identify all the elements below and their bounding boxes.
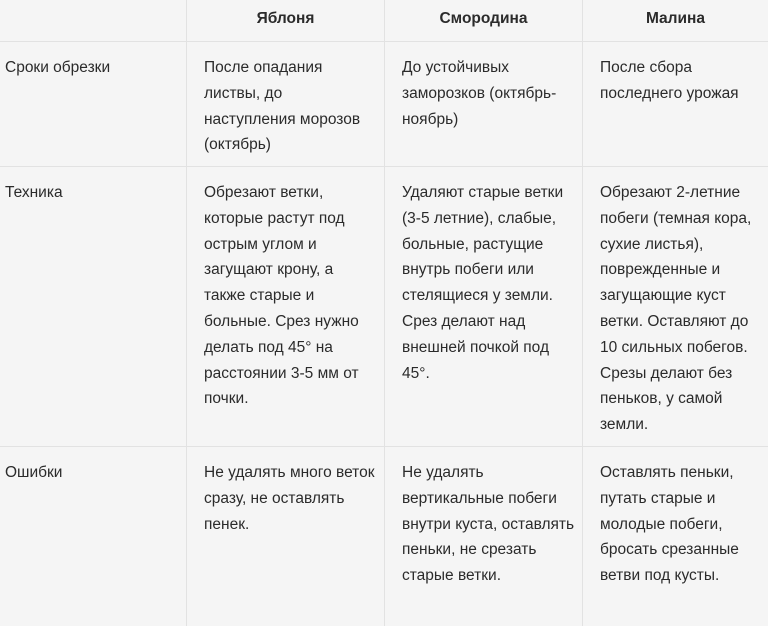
header-cell-empty — [0, 0, 186, 41]
row-label-technique — [0, 167, 186, 446]
table-cell — [384, 42, 582, 166]
table-cell — [186, 167, 384, 446]
row-label-text: Техника — [5, 184, 63, 201]
table-header-row — [0, 0, 768, 42]
table-cell — [582, 42, 768, 166]
header-cell-raspberry: Малина — [582, 0, 768, 41]
row-label-text: Сроки обрезки — [5, 59, 111, 76]
header-cell-apple: Яблоня — [186, 0, 384, 41]
table-cell — [582, 167, 768, 446]
table-cell — [384, 447, 582, 626]
table-cell — [384, 167, 582, 446]
row-label-text: Ошибки — [5, 464, 63, 481]
cell-text: Не удалять много веток сразу, не оставлять пенек. — [204, 464, 375, 533]
header-cell-currant: Смородина — [384, 0, 582, 41]
cell-text: После сбора последнего урожая — [600, 59, 739, 102]
table-cell — [186, 42, 384, 166]
row-label-mistakes — [0, 447, 186, 626]
cell-text: Удаляют старые ветки (3-5 летние), слабые, больные, растущие внутрь побеги или стелящиеся у земли. Срез делают над внешней почкой под 45°. — [402, 184, 564, 382]
table-cell — [186, 447, 384, 626]
cell-text: После опадания листвы, до наступления морозов (октябрь) — [204, 59, 361, 154]
cell-text: До устойчивых заморозков (октябрь-ноябрь) — [402, 59, 557, 128]
table-row — [0, 447, 768, 626]
table-cell — [582, 447, 768, 626]
cell-text: Обрезают 2-летние побеги (темная кора, сухие листья), поврежденные и загущающие куст ветки. Оставляют до 10 сильных побегов. Срезы делают без пеньков, у самой земли. — [600, 184, 752, 434]
cell-text: Обрезают ветки, которые растут под острым углом и загущают крону, а также старые и больные. Срез нужно делать под 45° на расстоянии 3-5 мм от почки. — [204, 184, 359, 408]
cell-text: Оставлять пеньки, путать старые и молодые побеги, бросать срезанные ветви под кусты. — [600, 464, 739, 585]
table-row — [0, 167, 768, 447]
table-row — [0, 42, 768, 167]
cell-text: Не удалять вертикальные побеги внутри куста, оставлять пеньки, не срезать старые ветки. — [402, 464, 575, 585]
row-label-timing — [0, 42, 186, 166]
